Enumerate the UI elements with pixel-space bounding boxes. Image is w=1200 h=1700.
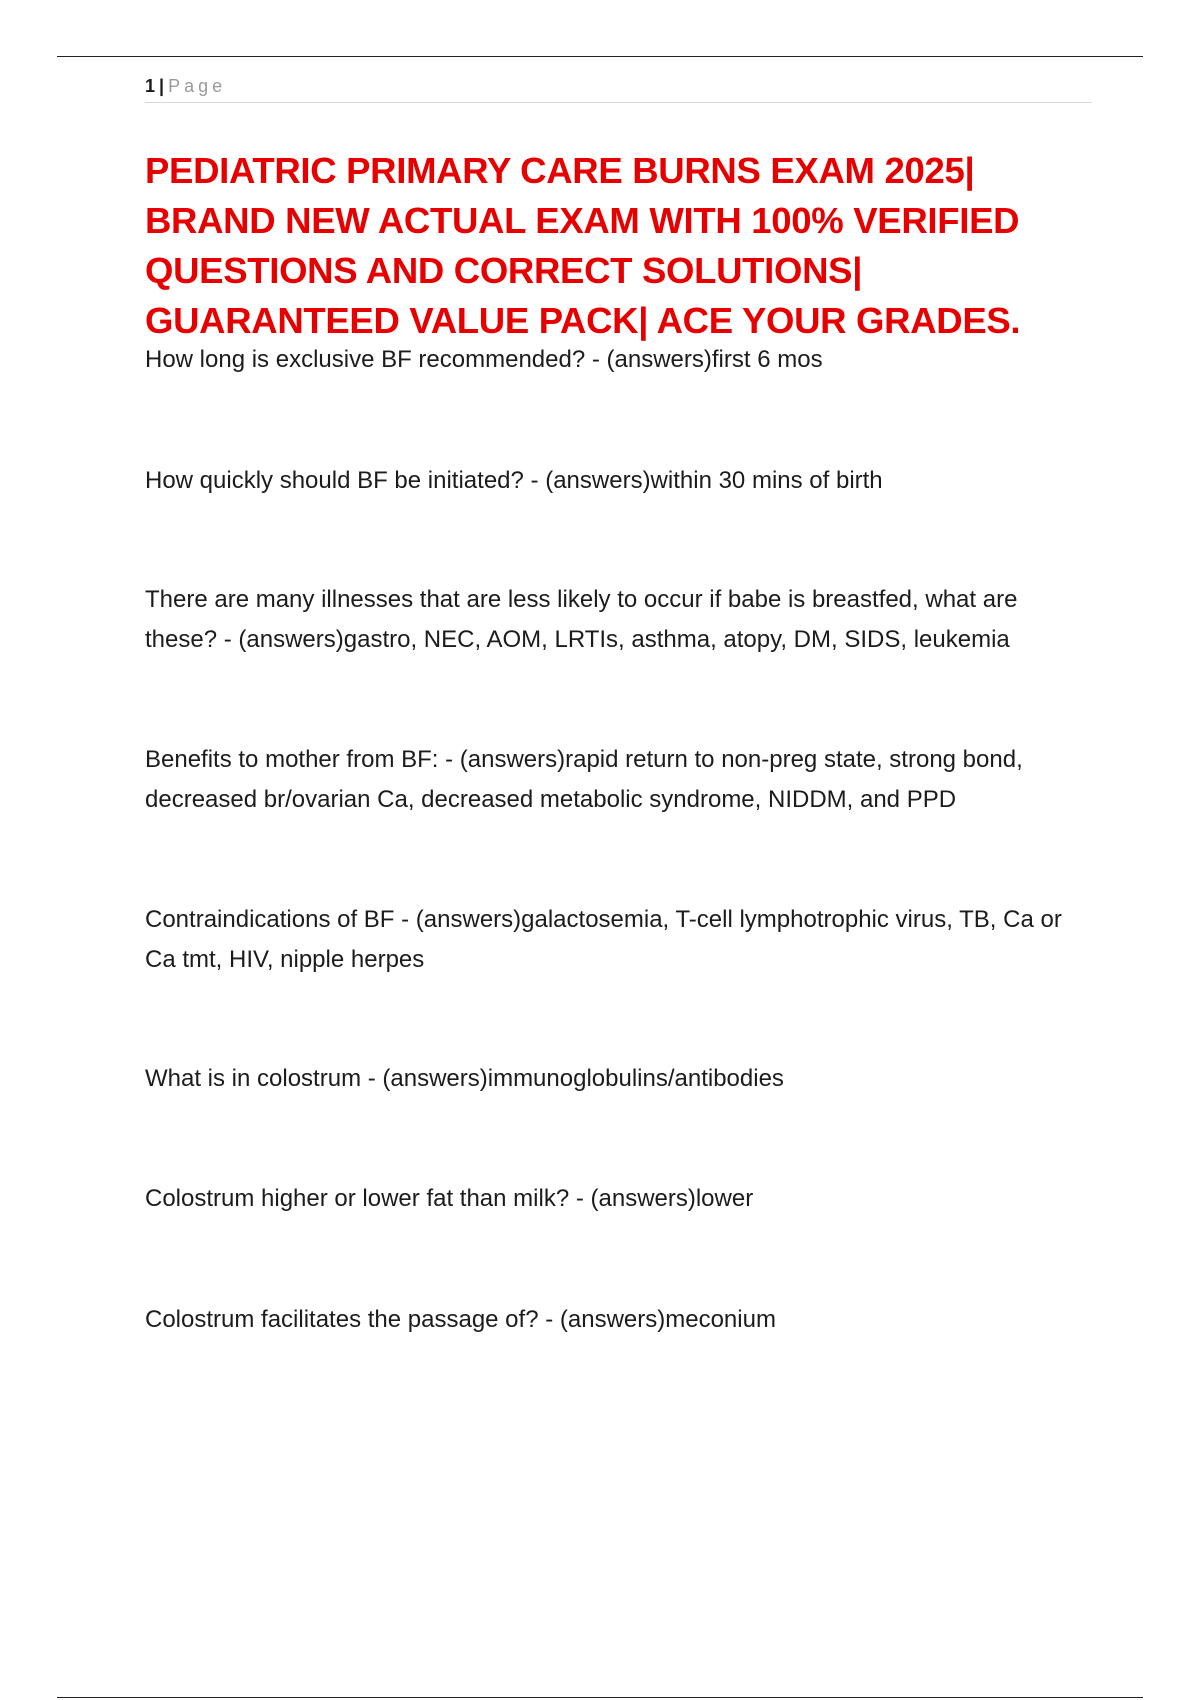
document-title: PEDIATRIC PRIMARY CARE BURNS EXAM 2025| BRAND NEW ACTUAL EXAM WITH 100% VERIFIED QUESTIONS AND CORRECT SOLUTIONS| GUARANTEED VALUE PACK| ACE YOUR GRADES. — [145, 150, 1021, 341]
qa-item — [145, 461, 1095, 501]
qa-question: Benefits to mother from BF: - — [145, 746, 460, 773]
qa-item — [145, 1300, 1095, 1340]
qa-question: Colostrum facilitates the passage of? - — [145, 1306, 560, 1333]
qa-answer: (answers)galactosemia, T-cell lymphotrophic virus, TB, Ca or Ca tmt, HIV, nipple herpes — [145, 906, 1062, 973]
qa-answer: (answers)within 30 mins of birth — [545, 467, 883, 494]
qa-question: There are many illnesses that are less likely to occur if babe is breastfed, what are these? - — [145, 586, 1018, 653]
qa-question: How long is exclusive BF recommended? - — [145, 346, 607, 373]
qa-answer: (answers)gastro, NEC, AOM, LRTIs, asthma, atopy, DM, SIDS, leukemia — [238, 626, 1010, 653]
page-number: 1 — [145, 76, 156, 96]
qa-item — [145, 1179, 1095, 1219]
qa-item — [145, 340, 1095, 380]
qa-answer: (answers)immunoglobulins/antibodies — [382, 1065, 784, 1092]
qa-item — [145, 900, 1095, 980]
page-header-separator: | — [159, 76, 165, 96]
qa-question: Contraindications of BF - — [145, 906, 416, 933]
qa-item — [145, 740, 1095, 820]
qa-answer: (answers)meconium — [559, 1306, 776, 1333]
page-bottom-rule — [57, 1697, 1143, 1698]
qa-question: Colostrum higher or lower fat than milk? - — [145, 1185, 591, 1212]
qa-answer: (answers)lower — [590, 1185, 754, 1212]
qa-item — [145, 580, 1095, 660]
page-top-rule — [57, 56, 1143, 57]
page-label: Page — [168, 76, 227, 96]
qa-question: What is in colostrum - — [145, 1065, 383, 1092]
qa-answer: (answers)first 6 mos — [606, 346, 823, 373]
qa-question: How quickly should BF be initiated? - — [145, 467, 546, 494]
qa-answer: (answers)rapid return to non-preg state, strong bond, decreased br/ovarian Ca, decreased metabolic syndrome, NIDDM, and PPD — [145, 746, 1023, 813]
qa-item — [145, 1059, 1095, 1099]
page-header — [145, 74, 1092, 103]
